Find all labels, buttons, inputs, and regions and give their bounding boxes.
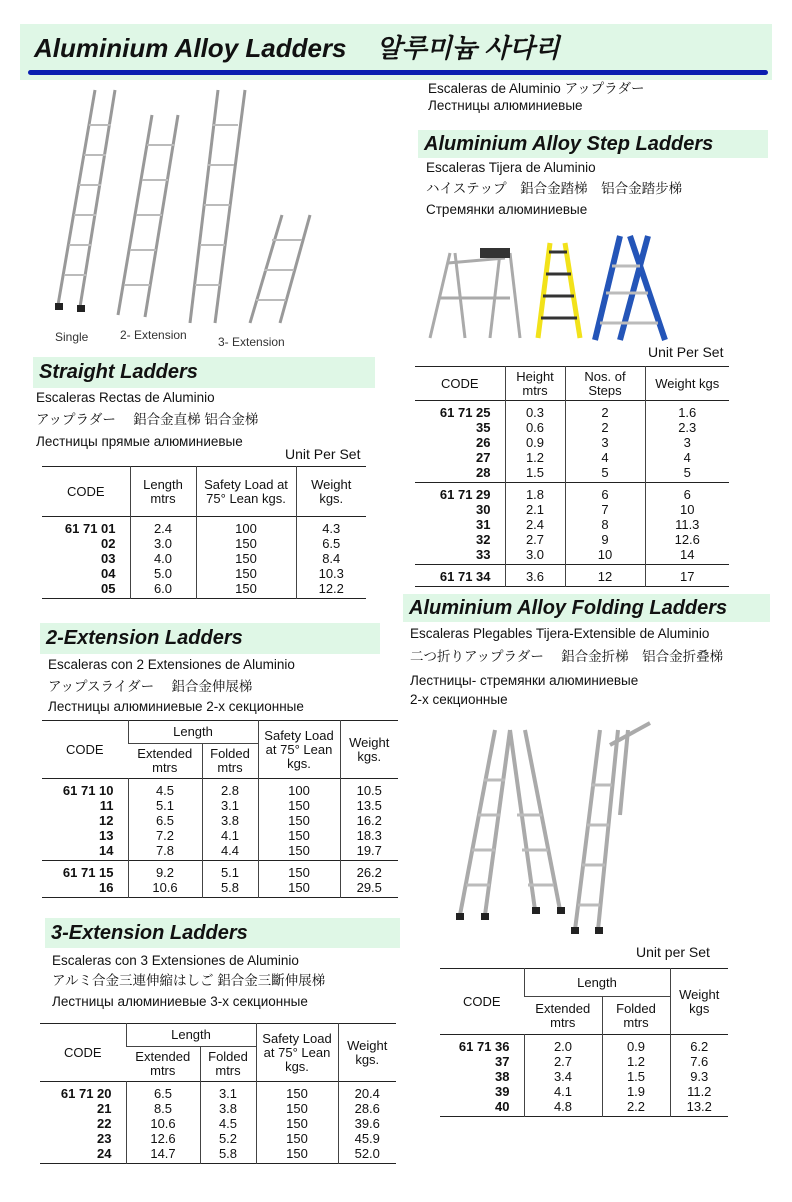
code-cell: 30 xyxy=(476,502,491,517)
value-cell: 150 xyxy=(258,843,340,861)
value-cell: 4.4 xyxy=(202,843,258,861)
value-cell: 150 xyxy=(196,581,296,599)
straight-unit: Unit Per Set xyxy=(285,446,361,462)
intro-line-1: Escaleras de Aluminio アップラダー xyxy=(428,81,645,96)
header-code: CODE xyxy=(66,483,105,499)
two_ext-row-group xyxy=(42,779,398,861)
value-cell: 150 xyxy=(258,861,340,881)
value-cell: 3 xyxy=(565,435,645,450)
two_ext-table xyxy=(42,720,398,898)
table-row xyxy=(415,401,729,421)
value-cell: 4 xyxy=(565,450,645,465)
value-cell: 5.8 xyxy=(200,1146,256,1164)
value-cell: 1.2 xyxy=(505,450,565,465)
folding-es: Escaleras Plegables Tijera-Extensible de Aluminio xyxy=(410,626,710,641)
two_ext-row-group xyxy=(42,861,398,898)
value-cell: 1.5 xyxy=(505,465,565,483)
value-cell: 10 xyxy=(565,547,645,565)
header-length: Length xyxy=(524,969,670,997)
code-cell: 35 xyxy=(476,420,491,435)
value-cell: 12.6 xyxy=(645,532,729,547)
value-cell: 12.6 xyxy=(126,1131,200,1146)
header-folded: Folded mtrs xyxy=(202,743,258,778)
table-row xyxy=(40,1082,396,1102)
code-cell: 61 71 10 xyxy=(62,783,114,798)
value-cell: 6.2 xyxy=(670,1035,728,1055)
folding-ladders-image xyxy=(450,715,680,940)
value-cell: 2.0 xyxy=(524,1035,602,1055)
code-cell: 05 xyxy=(101,581,116,596)
table-row xyxy=(440,1054,728,1069)
value-cell: 11.2 xyxy=(670,1084,728,1099)
table-row xyxy=(415,547,729,565)
value-cell: 2 xyxy=(565,401,645,421)
code-cell: 61 71 36 xyxy=(458,1039,510,1054)
value-cell: 150 xyxy=(256,1146,338,1164)
code-cell: 61 71 15 xyxy=(62,865,114,880)
value-cell: 1.8 xyxy=(505,483,565,503)
value-cell: 13.2 xyxy=(670,1099,728,1117)
value-cell: 4.1 xyxy=(524,1084,602,1099)
header-length: Length xyxy=(128,721,258,744)
header-code: CODE xyxy=(462,993,501,1009)
table-row xyxy=(40,1146,396,1164)
header-length: Length mtrs xyxy=(130,467,196,517)
header-length: Length xyxy=(126,1024,256,1047)
three_ext-table-header xyxy=(40,1024,396,1082)
value-cell: 2.3 xyxy=(645,420,729,435)
value-cell: 2.7 xyxy=(505,532,565,547)
table-row xyxy=(440,1069,728,1084)
value-cell: 150 xyxy=(196,566,296,581)
code-cell: 40 xyxy=(495,1099,510,1114)
header-height: Height mtrs xyxy=(505,367,565,401)
code-cell: 61 71 29 xyxy=(439,487,491,502)
header-steps: Nos. of Steps xyxy=(565,367,645,401)
value-cell: 7 xyxy=(565,502,645,517)
two-ext-es: Escaleras con 2 Extensiones de Aluminio xyxy=(48,657,295,672)
value-cell: 26.2 xyxy=(340,861,398,881)
extension-ladders-image xyxy=(50,85,320,325)
header-folded: Folded mtrs xyxy=(602,997,670,1035)
table-row xyxy=(42,551,366,566)
code-cell: 24 xyxy=(97,1146,112,1161)
step-ladders-image xyxy=(420,228,680,343)
value-cell: 13.5 xyxy=(340,798,398,813)
table-row xyxy=(440,1035,728,1055)
table-row xyxy=(42,813,398,828)
code-cell: 03 xyxy=(101,551,116,566)
folding-ru-2: 2-х секционные xyxy=(410,692,508,707)
header-extended: Extended mtrs xyxy=(524,997,602,1035)
value-cell: 4.5 xyxy=(128,779,202,799)
three-extension-title: 3-Extension Ladders xyxy=(45,918,400,948)
header-safety-load: Safety Load at 75° Lean kgs. xyxy=(196,467,296,517)
table-row xyxy=(415,435,729,450)
value-cell: 9.3 xyxy=(670,1069,728,1084)
code-cell: 61 71 20 xyxy=(60,1086,112,1101)
straight-ru: Лестницы прямые алюминиевые xyxy=(36,434,243,449)
step-row-group xyxy=(415,483,729,565)
table-row xyxy=(440,1084,728,1099)
table-row xyxy=(42,828,398,843)
value-cell: 3.8 xyxy=(202,813,258,828)
value-cell: 1.6 xyxy=(645,401,729,421)
header-weight: Weight kgs. xyxy=(296,467,366,517)
table-row xyxy=(415,502,729,517)
value-cell: 12 xyxy=(565,565,645,587)
value-cell: 150 xyxy=(196,536,296,551)
table-row xyxy=(415,483,729,503)
header-extended: Extended mtrs xyxy=(126,1046,200,1081)
table-row xyxy=(415,450,729,465)
value-cell: 4.5 xyxy=(200,1116,256,1131)
value-cell: 4 xyxy=(645,450,729,465)
value-cell: 10.6 xyxy=(126,1116,200,1131)
three-ext-ru: Лестницы алюминиевые 3-х секционные xyxy=(52,994,308,1009)
table-row xyxy=(40,1116,396,1131)
code-cell: 28 xyxy=(476,465,491,480)
value-cell: 39.6 xyxy=(338,1116,396,1131)
code-cell: 26 xyxy=(476,435,491,450)
value-cell: 7.6 xyxy=(670,1054,728,1069)
value-cell: 8 xyxy=(565,517,645,532)
value-cell: 8.4 xyxy=(296,551,366,566)
value-cell: 6.5 xyxy=(128,813,202,828)
value-cell: 4.1 xyxy=(202,828,258,843)
value-cell: 8.5 xyxy=(126,1101,200,1116)
page-title-band xyxy=(20,24,772,80)
value-cell: 3.1 xyxy=(202,798,258,813)
table-row xyxy=(42,798,398,813)
header-code: CODE xyxy=(63,1044,102,1060)
value-cell: 3.6 xyxy=(505,565,565,587)
value-cell: 10.5 xyxy=(340,779,398,799)
value-cell: 2.2 xyxy=(602,1099,670,1117)
code-cell: 33 xyxy=(476,547,491,562)
value-cell: 10.3 xyxy=(296,566,366,581)
step-ladders-title: Aluminium Alloy Step Ladders xyxy=(418,130,768,158)
code-cell: 31 xyxy=(476,517,491,532)
step-jp: ハイステップ 鋁合金踏梯 铝合金踏步梯 xyxy=(426,181,683,196)
value-cell: 17 xyxy=(645,565,729,587)
value-cell: 5.1 xyxy=(202,861,258,881)
folding-unit: Unit per Set xyxy=(636,944,710,960)
value-cell: 28.6 xyxy=(338,1101,396,1116)
code-cell: 16 xyxy=(99,880,114,895)
two_ext-table-header xyxy=(42,721,398,779)
header-safety-load: Safety Load at 75° Lean kgs. xyxy=(256,1024,338,1082)
header-row xyxy=(40,1024,396,1047)
header-weight: Weight kgs xyxy=(670,969,728,1035)
value-cell: 150 xyxy=(256,1116,338,1131)
value-cell: 5.8 xyxy=(202,880,258,898)
value-cell: 3.4 xyxy=(524,1069,602,1084)
code-cell: 39 xyxy=(495,1084,510,1099)
table-row xyxy=(415,517,729,532)
value-cell: 12.2 xyxy=(296,581,366,599)
step-ru: Стремянки алюминиевые xyxy=(426,202,588,217)
table-row xyxy=(415,465,729,483)
header-row xyxy=(42,467,366,517)
table-row xyxy=(440,1099,728,1117)
header-row xyxy=(42,721,398,744)
title-rule xyxy=(28,70,768,75)
header-row xyxy=(415,367,729,401)
step-table-header xyxy=(415,367,729,401)
value-cell: 29.5 xyxy=(340,880,398,898)
code-cell: 61 71 01 xyxy=(64,521,116,536)
table-row xyxy=(42,843,398,861)
straight-jp: アップラダー 鋁合金直梯 铝合金梯 xyxy=(36,412,259,427)
folding-jp: 二つ折りアップラダー 鋁合金折梯 铝合金折叠梯 xyxy=(410,649,724,664)
step-row-group xyxy=(415,565,729,587)
value-cell: 10.6 xyxy=(128,880,202,898)
code-cell: 61 71 25 xyxy=(439,405,491,420)
code-cell: 22 xyxy=(97,1116,112,1131)
header-folded: Folded mtrs xyxy=(200,1046,256,1081)
value-cell: 3.8 xyxy=(200,1101,256,1116)
value-cell: 5 xyxy=(645,465,729,483)
code-cell: 14 xyxy=(99,843,114,858)
header-weight: Weight kgs. xyxy=(340,721,398,779)
header-weight: Weight kgs xyxy=(645,367,729,401)
value-cell: 2.7 xyxy=(524,1054,602,1069)
value-cell: 6.0 xyxy=(130,581,196,599)
three_ext-row-group xyxy=(40,1082,396,1164)
straight-table xyxy=(42,466,366,599)
value-cell: 1.5 xyxy=(602,1069,670,1084)
step-es: Escaleras Tijera de Aluminio xyxy=(426,160,596,175)
code-cell: 61 71 34 xyxy=(439,569,491,584)
value-cell: 150 xyxy=(258,828,340,843)
code-cell: 02 xyxy=(101,536,116,551)
value-cell: 6.5 xyxy=(126,1082,200,1102)
table-row xyxy=(42,517,366,537)
value-cell: 5 xyxy=(565,465,645,483)
table-row xyxy=(42,861,398,881)
value-cell: 5.0 xyxy=(130,566,196,581)
table-row xyxy=(40,1101,396,1116)
value-cell: 0.6 xyxy=(505,420,565,435)
value-cell: 150 xyxy=(258,880,340,898)
code-cell: 32 xyxy=(476,532,491,547)
straight-table-header xyxy=(42,467,366,517)
caption-single: Single xyxy=(55,330,89,344)
folding-row-group xyxy=(440,1035,728,1117)
value-cell: 45.9 xyxy=(338,1131,396,1146)
value-cell: 4.0 xyxy=(130,551,196,566)
page-title: Aluminium Alloy Ladders xyxy=(34,33,347,63)
value-cell: 3.0 xyxy=(130,536,196,551)
value-cell: 0.3 xyxy=(505,401,565,421)
caption-2-extension: 2- Extension xyxy=(120,328,187,342)
value-cell: 20.4 xyxy=(338,1082,396,1102)
two-ext-ru: Лестницы алюминиевые 2-х секционные xyxy=(48,699,304,714)
code-cell: 38 xyxy=(495,1069,510,1084)
value-cell: 6 xyxy=(645,483,729,503)
header-code: CODE xyxy=(65,741,104,757)
code-cell: 13 xyxy=(99,828,114,843)
value-cell: 2 xyxy=(565,420,645,435)
value-cell: 14 xyxy=(645,547,729,565)
value-cell: 6.5 xyxy=(296,536,366,551)
value-cell: 150 xyxy=(258,798,340,813)
value-cell: 7.8 xyxy=(128,843,202,861)
code-cell: 37 xyxy=(495,1054,510,1069)
header-code: CODE xyxy=(440,375,479,391)
code-cell: 11 xyxy=(99,798,114,813)
value-cell: 3.1 xyxy=(200,1082,256,1102)
value-cell: 10 xyxy=(645,502,729,517)
table-row xyxy=(415,565,729,587)
value-cell: 150 xyxy=(256,1082,338,1102)
folding-ladders-title: Aluminium Alloy Folding Ladders xyxy=(403,594,770,622)
two-extension-title: 2-Extension Ladders xyxy=(40,623,380,654)
value-cell: 2.4 xyxy=(130,517,196,537)
table-row xyxy=(42,536,366,551)
straight-ladders-title: Straight Ladders xyxy=(33,357,375,388)
value-cell: 14.7 xyxy=(126,1146,200,1164)
table-row xyxy=(42,880,398,898)
value-cell: 7.2 xyxy=(128,828,202,843)
step-row-group xyxy=(415,401,729,483)
value-cell: 2.8 xyxy=(202,779,258,799)
value-cell: 18.3 xyxy=(340,828,398,843)
code-cell: 23 xyxy=(97,1131,112,1146)
table-row xyxy=(415,420,729,435)
straight-es: Escaleras Rectas de Aluminio xyxy=(36,390,215,405)
three_ext-table xyxy=(40,1023,396,1164)
header-row xyxy=(440,969,728,997)
table-row xyxy=(415,532,729,547)
value-cell: 0.9 xyxy=(602,1035,670,1055)
value-cell: 4.8 xyxy=(524,1099,602,1117)
two-ext-jp: アップスライダー 鋁合金伸展梯 xyxy=(48,679,253,694)
three-ext-es: Escaleras con 3 Extensiones de Aluminio xyxy=(52,953,299,968)
value-cell: 150 xyxy=(256,1101,338,1116)
value-cell: 1.9 xyxy=(602,1084,670,1099)
three-ext-jp: アルミ合金三連伸縮はしご 鋁合金三斷伸展梯 xyxy=(52,973,326,988)
header-safety-load: Safety Load at 75° Lean kgs. xyxy=(258,721,340,779)
value-cell: 100 xyxy=(258,779,340,799)
folding-table-header xyxy=(440,969,728,1035)
step-unit: Unit Per Set xyxy=(648,344,724,360)
code-cell: 12 xyxy=(99,813,114,828)
value-cell: 4.3 xyxy=(296,517,366,537)
value-cell: 150 xyxy=(258,813,340,828)
value-cell: 19.7 xyxy=(340,843,398,861)
value-cell: 9 xyxy=(565,532,645,547)
value-cell: 3.0 xyxy=(505,547,565,565)
step-table xyxy=(415,366,729,587)
folding-table xyxy=(440,968,728,1117)
value-cell: 52.0 xyxy=(338,1146,396,1164)
straight-row-group xyxy=(42,517,366,599)
value-cell: 2.1 xyxy=(505,502,565,517)
code-cell: 27 xyxy=(476,450,491,465)
value-cell: 5.1 xyxy=(128,798,202,813)
header-extended: Extended mtrs xyxy=(128,743,202,778)
intro-line-2: Лестницы алюминиевые xyxy=(428,98,583,113)
code-cell: 21 xyxy=(97,1101,112,1116)
header-weight: Weight kgs. xyxy=(338,1024,396,1082)
table-row xyxy=(40,1131,396,1146)
value-cell: 16.2 xyxy=(340,813,398,828)
value-cell: 5.2 xyxy=(200,1131,256,1146)
value-cell: 150 xyxy=(196,551,296,566)
folding-ru: Лестницы- стремянки алюминиевые xyxy=(410,673,639,688)
value-cell: 150 xyxy=(256,1131,338,1146)
value-cell: 6 xyxy=(565,483,645,503)
value-cell: 2.4 xyxy=(505,517,565,532)
table-row xyxy=(42,779,398,799)
value-cell: 1.2 xyxy=(602,1054,670,1069)
value-cell: 100 xyxy=(196,517,296,537)
value-cell: 3 xyxy=(645,435,729,450)
page-title-korean: 알루미늄 사다리 xyxy=(376,33,560,63)
code-cell: 04 xyxy=(101,566,116,581)
table-row xyxy=(42,566,366,581)
caption-3-extension: 3- Extension xyxy=(218,335,285,349)
table-row xyxy=(42,581,366,599)
value-cell: 11.3 xyxy=(645,517,729,532)
value-cell: 9.2 xyxy=(128,861,202,881)
value-cell: 0.9 xyxy=(505,435,565,450)
